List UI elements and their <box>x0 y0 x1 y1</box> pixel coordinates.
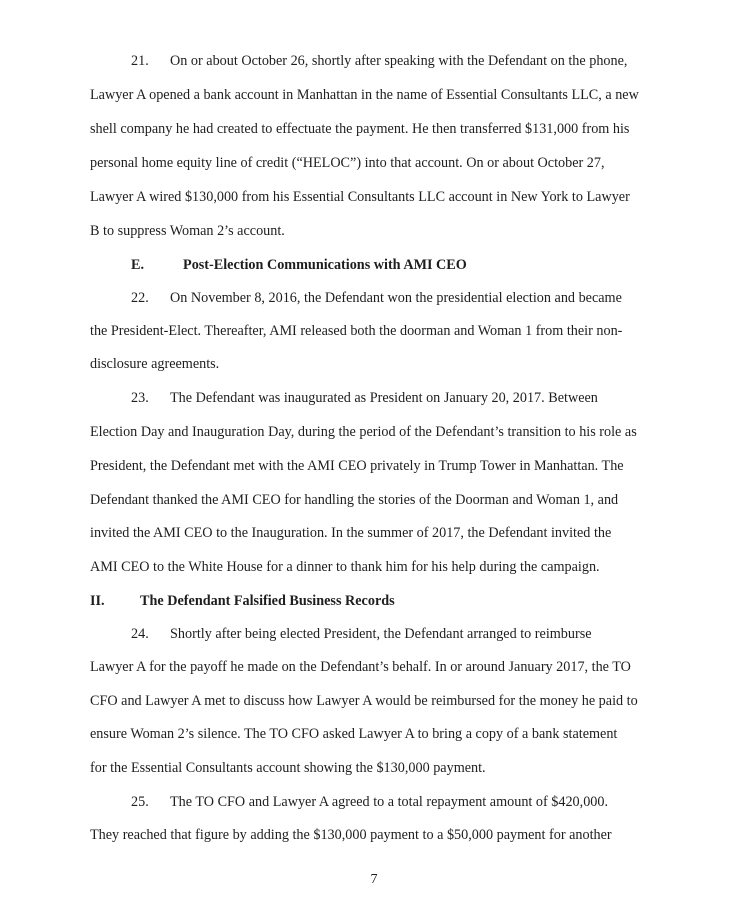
para-24-line-5: for the Essential Consultants account showing the $130,000 payment. <box>90 760 486 776</box>
page-number: 7 <box>370 872 378 887</box>
para-24-line-2: Lawyer A for the payoff he made on the Defendant’s behalf. In or around January 2017, the TO <box>90 659 631 675</box>
para-21-line-5: Lawyer A wired $130,000 from his Essential Consultants LLC account in New York to Lawyer <box>90 189 630 205</box>
para-21-line-3: shell company he had created to effectuate the payment. He then transferred $131,000 from his <box>90 121 630 137</box>
para-24-line-1: 24. Shortly after being elected President, the Defendant arranged to reimburse <box>131 626 592 642</box>
para-23-line-4: Defendant thanked the AMI CEO for handling the stories of the Doorman and Woman 1, and <box>90 492 619 508</box>
para-22-line-3: disclosure agreements. <box>90 356 220 372</box>
section-heading-e: E. Post-Election Communications with AMI CEO <box>131 257 467 273</box>
para-23-line-3: President, the Defendant met with the AMI CEO privately in Trump Tower in Manhattan. The <box>90 458 624 474</box>
para-25-line-2: They reached that figure by adding the $130,000 payment to a $50,000 payment for another <box>90 827 612 843</box>
para-23-line-5: invited the AMI CEO to the Inauguration. In the summer of 2017, the Defendant invited the <box>90 525 612 541</box>
para-21-line-2: Lawyer A opened a bank account in Manhattan in the name of Essential Consultants LLC, a new <box>90 87 639 103</box>
para-25-line-1: 25. The TO CFO and Lawyer A agreed to a total repayment amount of $420,000. <box>131 794 609 810</box>
para-21-line-4: personal home equity line of credit (“HELOC”) into that account. On or about October 27, <box>90 155 605 171</box>
para-24-line-3: CFO and Lawyer A met to discuss how Lawyer A would be reimbursed for the money he paid to <box>90 693 638 709</box>
section-heading-ii: II. The Defendant Falsified Business Records <box>90 593 395 609</box>
para-22-line-1: 22. On November 8, 2016, the Defendant won the presidential election and became <box>131 290 622 306</box>
para-21-line-6: B to suppress Woman 2’s account. <box>90 223 285 239</box>
para-23-line-1: 23. The Defendant was inaugurated as President on January 20, 2017. Between <box>131 390 598 406</box>
para-22-line-2: the President-Elect. Thereafter, AMI released both the doorman and Woman 1 from their non- <box>90 323 623 339</box>
para-24-line-4: ensure Woman 2’s silence. The TO CFO asked Lawyer A to bring a copy of a bank statement <box>90 726 618 742</box>
para-21-line-1: 21. On or about October 26, shortly after speaking with the Defendant on the phone, <box>131 53 628 69</box>
para-23-line-2: Election Day and Inauguration Day, during the period of the Defendant’s transition to his role as <box>90 424 637 440</box>
para-23-line-6: AMI CEO to the White House for a dinner to thank him for his help during the campaign. <box>90 559 600 575</box>
